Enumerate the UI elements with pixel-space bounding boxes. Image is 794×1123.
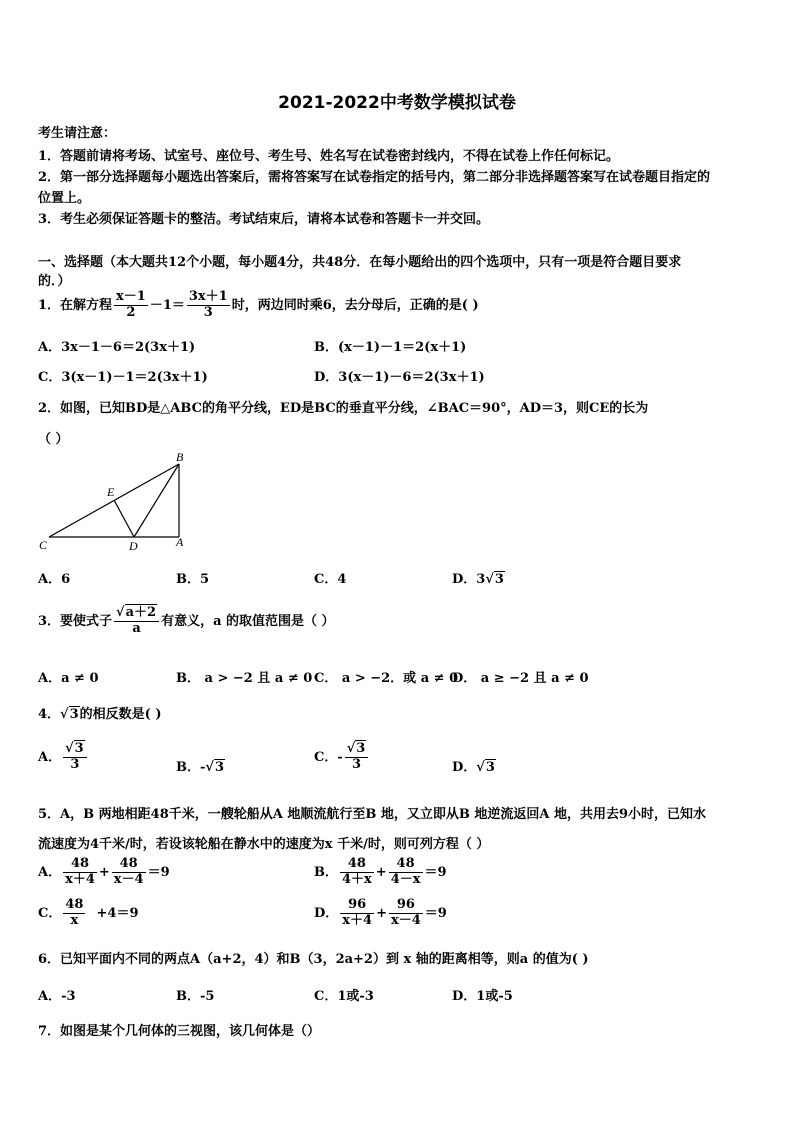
q3-option-c: C． a > −2．或 a ≠ 0	[314, 671, 459, 686]
q1-option-c: C．3(x－1)－1＝2(3x＋1)	[38, 370, 208, 385]
q1-option-b: B．(x－1)－1＝2(x＋1)	[314, 340, 467, 355]
q4-option-b: B．-√3	[176, 760, 224, 775]
q6-option-d: D．1或-5	[452, 989, 513, 1004]
question-2: 2．如图，已知BD是△ABC的角平分线，ED是BC的垂直平分线，∠BAC＝90°，AD＝3，则CE的长为	[38, 401, 649, 416]
note-3: 3．考生必须保证答题卡的整洁。考试结束后，请将本试卷和答题卡一并交回。	[38, 212, 490, 227]
question-3: 3．要使式子 $\frac{√a+2}{a}$ 有意义，a 的取值范围是（ ）	[38, 605, 335, 636]
label-c: C	[39, 538, 48, 552]
q2-option-c: C．4	[314, 572, 347, 587]
q5-option-d: D． $\frac{96}{x+4}$ + $\frac{96}{x-4}$ ＝9	[314, 897, 447, 928]
q2-option-b: B．5	[176, 572, 210, 587]
page-title: 2021-2022中考数学模拟试卷	[278, 93, 516, 113]
question-6: 6．已知平面内不同的两点A（a+2，4）和B（3，2a+2）到 x 轴的距离相等，则a 的值为( )	[38, 952, 589, 967]
question-4: 4．√3的相反数是( )	[38, 707, 162, 722]
q5-option-c: C． $\frac{48}{x}$ +4＝9	[38, 897, 139, 928]
section-heading-cont: 的．）	[38, 274, 71, 289]
q5-option-b: B． $\frac{48}{4+x}$ + $\frac{48}{4-x}$ ＝9	[314, 856, 447, 887]
q3-option-b: B． a > −2 且 a ≠ 0	[176, 671, 313, 686]
question-5: 5．A，B 两地相距48千米，一艘轮船从A 地顺流航行至B 地，又立即从B 地逆流返回A 地，共用去9小时，已知水	[38, 807, 707, 822]
q1-option-a: A．3x－1－6＝2(3x＋1)	[38, 340, 196, 355]
q1-option-d: D．3(x－1)－6＝2(3x＋1)	[314, 370, 485, 385]
q3-option-d: D． a ≥ −2 且 a ≠ 0	[452, 671, 589, 686]
q4-option-d: D．√3	[452, 760, 495, 775]
question-2-paren: （ ）	[38, 432, 69, 447]
triangle-diagram	[34, 448, 204, 558]
label-d: D	[129, 539, 138, 553]
q6-option-c: C．1或-3	[314, 989, 374, 1004]
q2-option-a: A．6	[38, 572, 71, 587]
note-2: 2．第一部分选择题每小题选出答案后，需将答案写在试卷指定的括号内，第二部分非选择题答案写在试卷题目指定的	[38, 170, 711, 185]
question-5-cont: 流速度为4千米/时，若设该轮船在静水中的速度为x 千米/时，则可列方程（ ）	[38, 837, 490, 852]
question-7: 7．如图是某个几何体的三视图，该几何体是（）	[38, 1024, 321, 1039]
note-2-cont: 位置上。	[38, 191, 91, 206]
notes-heading: 考生请注意：	[38, 126, 117, 141]
q5-option-a: A． $\frac{48}{x+4}$ + $\frac{48}{x-4}$ ＝9	[38, 856, 170, 887]
q3-option-a: A．a ≠ 0	[38, 671, 99, 686]
label-a: A	[176, 535, 184, 549]
section-heading: 一、选择题（本大题共12个小题，每小题4分，共48分．在每小题给出的四个选项中，只有一项是符合题目要求	[38, 255, 682, 270]
q4-option-a: A． $\frac{√3}{3}$	[38, 742, 89, 773]
label-b: B	[176, 450, 184, 464]
q2-option-d: D．3√3	[452, 572, 504, 587]
label-e: E	[107, 485, 115, 499]
q6-option-a: A．-3	[38, 989, 76, 1004]
q6-option-b: B．-5	[176, 989, 215, 1004]
question-1: 1．在解方程 $\frac{x-1}{2}$ －1＝ $\frac{3x+1}{3}$ 时，两边同时乘6，去分母后，正确的是( )	[38, 289, 479, 320]
q4-option-c: C．- $\frac{√3}{3}$	[314, 742, 370, 773]
note-1: 1．答题前请将考场、试室号、座位号、考生号、姓名写在试卷密封线内，不得在试卷上作任何标记。	[38, 149, 620, 164]
